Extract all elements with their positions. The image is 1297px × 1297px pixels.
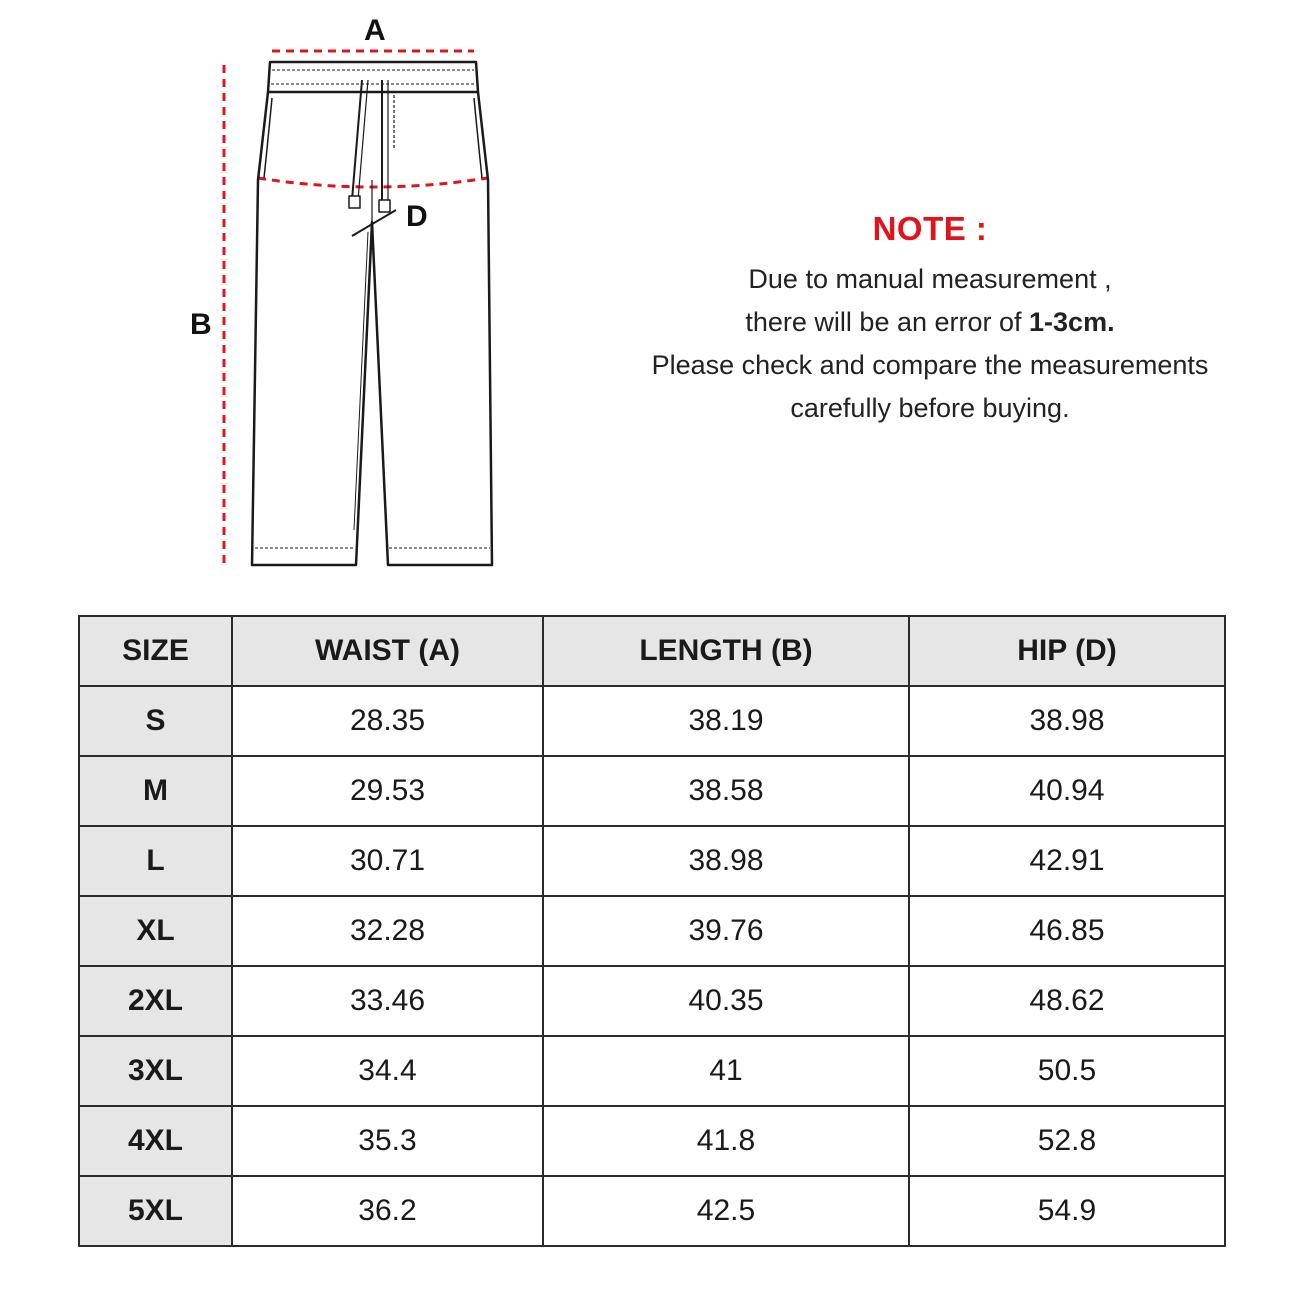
table-row [79,1106,1225,1176]
pants-outline [252,62,492,565]
hip-cell: 52.8 [909,1106,1225,1176]
note-line-4: carefully before buying. [790,393,1070,423]
size-cell: S [79,686,232,756]
note-line-2 [620,301,1240,344]
label-a: A [364,14,386,47]
note-line-1: Due to manual measurement , [748,264,1112,294]
table-row [79,756,1225,826]
waist-cell: 35.3 [232,1106,543,1176]
table-row [79,896,1225,966]
table-row [79,826,1225,896]
size-cell: 4XL [79,1106,232,1176]
note-line-3: Please check and compare the measurements [651,350,1209,380]
label-d: D [406,200,428,233]
size-cell: M [79,756,232,826]
size-cell: 2XL [79,966,232,1036]
waist-cell: 32.28 [232,896,543,966]
size-cell: L [79,826,232,896]
table-row [79,686,1225,756]
hip-cell: 38.98 [909,686,1225,756]
note-line-2-prefix: there will be an error of [745,307,1030,337]
waist-cell: 34.4 [232,1036,543,1106]
waist-cell: 28.35 [232,686,543,756]
length-cell: 40.35 [543,966,909,1036]
length-cell: 38.19 [543,686,909,756]
hip-cell: 50.5 [909,1036,1225,1106]
waist-cell: 36.2 [232,1176,543,1246]
length-cell: 41 [543,1036,909,1106]
size-chart-table [78,615,1226,1247]
table-header-row [79,616,1225,686]
length-cell: 38.58 [543,756,909,826]
note-box [620,210,1240,430]
hip-cell: 48.62 [909,966,1225,1036]
note-title: NOTE : [872,210,988,247]
label-b: B [190,308,212,341]
length-cell: 41.8 [543,1106,909,1176]
header-hip: HIP (D) [909,616,1225,686]
length-cell: 39.76 [543,896,909,966]
hip-pointer-line [352,210,396,236]
length-cell: 42.5 [543,1176,909,1246]
table-row [79,966,1225,1036]
waist-cell: 33.46 [232,966,543,1036]
waist-cell: 30.71 [232,826,543,896]
size-cell: XL [79,896,232,966]
table-row [79,1036,1225,1106]
size-cell: 3XL [79,1036,232,1106]
hip-cell: 46.85 [909,896,1225,966]
hip-cell: 40.94 [909,756,1225,826]
header-length: LENGTH (B) [543,616,909,686]
waist-cell: 29.53 [232,756,543,826]
note-error-range: 1-3cm. [1029,307,1115,337]
hip-cell: 42.91 [909,826,1225,896]
hip-measure-line [258,178,488,187]
header-size: SIZE [79,616,232,686]
pants-diagram [0,0,640,600]
hip-cell: 54.9 [909,1176,1225,1246]
table-row [79,1176,1225,1246]
length-cell: 38.98 [543,826,909,896]
header-waist: WAIST (A) [232,616,543,686]
size-cell: 5XL [79,1176,232,1246]
